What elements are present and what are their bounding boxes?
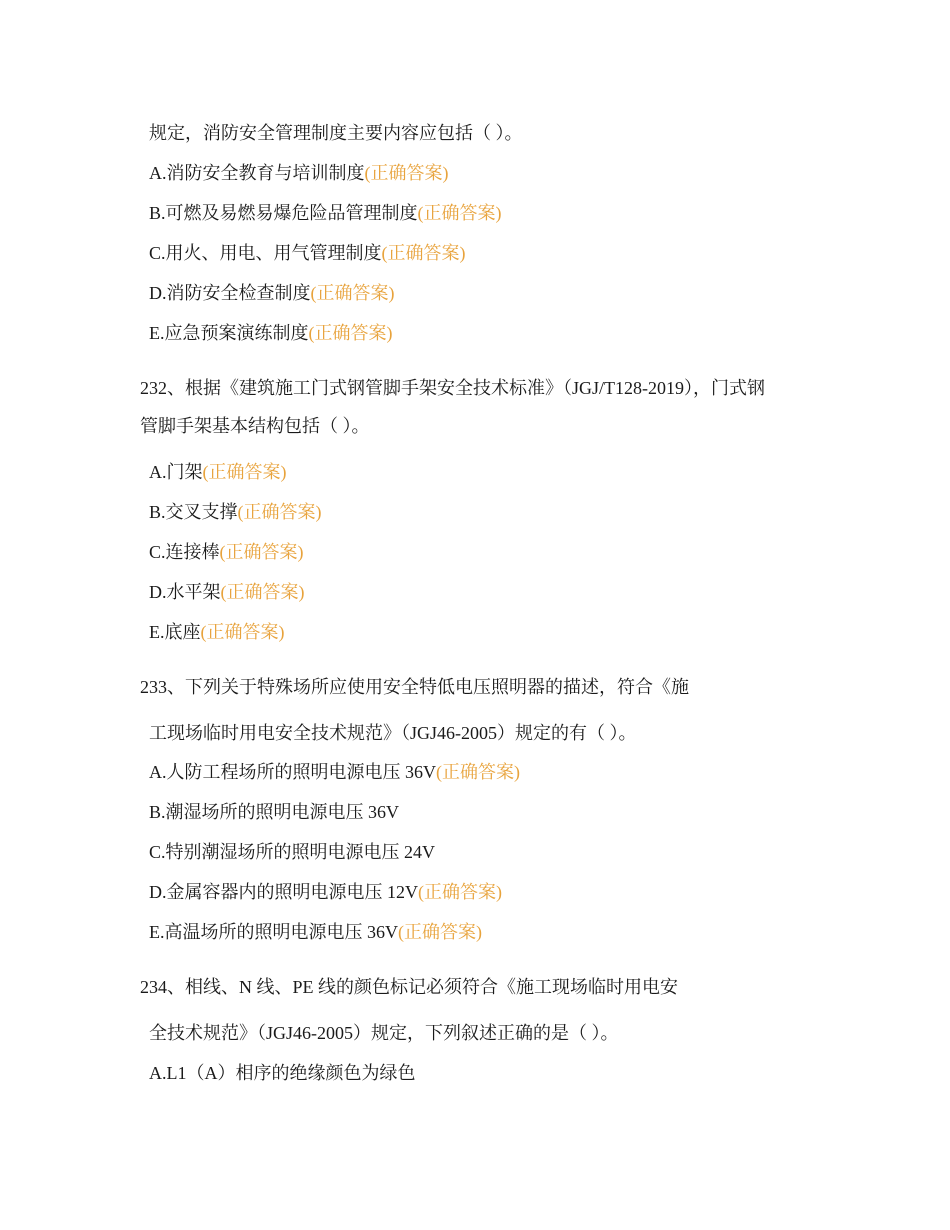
option-text: D.金属容器内的照明电源电压 12V	[149, 882, 418, 902]
option-text: C.连接棒	[149, 542, 220, 562]
correct-answer-mark: (正确答案)	[436, 762, 520, 782]
q231-option-c	[149, 241, 466, 265]
q232-option-a	[149, 460, 287, 484]
option-text: A.L1（A）相序的绝缘颜色为绿色	[149, 1063, 416, 1083]
q234-option-a	[149, 1061, 416, 1085]
q233-stem-line1: 233、下列关于特殊场所应使用安全特低电压照明器的描述，符合《施	[140, 677, 689, 697]
q231-option-d	[149, 281, 395, 305]
correct-answer-mark: (正确答案)	[219, 542, 304, 562]
correct-answer-mark: (正确答案)	[418, 882, 502, 902]
q234-stem-line2: 全技术规范》（JGJ46-2005）规定，下列叙述正确的是（ ）。	[149, 1023, 619, 1043]
q232-stem-line2: 管脚手架基本结构包括（ ）。	[140, 416, 370, 436]
correct-answer-mark: (正确答案)	[200, 622, 285, 642]
option-text: D.水平架	[149, 582, 221, 602]
correct-answer-mark: (正确答案)	[417, 203, 502, 223]
q232-stem-line1: 232、根据《建筑施工门式钢管脚手架安全技术标准》（JGJ/T128-2019），门式钢	[140, 378, 765, 398]
correct-answer-mark: (正确答案)	[364, 163, 449, 183]
q232-option-c	[149, 540, 304, 564]
q231-option-a	[149, 161, 449, 185]
q232-option-b	[149, 500, 322, 524]
q231-option-e	[149, 321, 393, 345]
correct-answer-mark: (正确答案)	[381, 243, 466, 263]
option-text: E.应急预案演练制度	[149, 323, 309, 343]
correct-answer-mark: (正确答案)	[202, 462, 287, 482]
q231-stem-tail: 规定，消防安全管理制度主要内容应包括（ ）。	[149, 123, 523, 143]
option-text: D.消防安全检查制度	[149, 283, 311, 303]
correct-answer-mark: (正确答案)	[398, 922, 482, 942]
q233-stem-line2: 工现场临时用电安全技术规范》（JGJ46-2005）规定的有（ ）。	[149, 723, 637, 743]
option-text: A.门架	[149, 462, 203, 482]
q233-option-b	[149, 800, 399, 824]
correct-answer-mark: (正确答案)	[220, 582, 305, 602]
q234-stem-line1: 234、相线、N 线、PE 线的颜色标记必须符合《施工现场临时用电安	[140, 977, 679, 997]
q232-option-d	[149, 580, 305, 604]
correct-answer-mark: (正确答案)	[308, 323, 393, 343]
option-text: C.用火、用电、用气管理制度	[149, 243, 382, 263]
correct-answer-mark: (正确答案)	[237, 502, 322, 522]
q233-option-d	[149, 880, 502, 904]
option-text: B.交叉支撑	[149, 502, 238, 522]
q232-option-e	[149, 620, 285, 644]
option-text: B.潮湿场所的照明电源电压 36V	[149, 802, 400, 822]
correct-answer-mark: (正确答案)	[310, 283, 395, 303]
q233-option-e	[149, 920, 482, 944]
option-text: A.消防安全教育与培训制度	[149, 163, 365, 183]
option-text: E.底座	[149, 622, 201, 642]
q233-option-c	[149, 840, 435, 864]
option-text: E.高温场所的照明电源电压 36V	[149, 922, 398, 942]
option-text: A.人防工程场所的照明电源电压 36V	[149, 762, 436, 782]
option-text: C.特别潮湿场所的照明电源电压 24V	[149, 842, 436, 862]
option-text: B.可燃及易燃易爆危险品管理制度	[149, 203, 418, 223]
q231-option-b	[149, 201, 502, 225]
q233-option-a	[149, 760, 520, 784]
